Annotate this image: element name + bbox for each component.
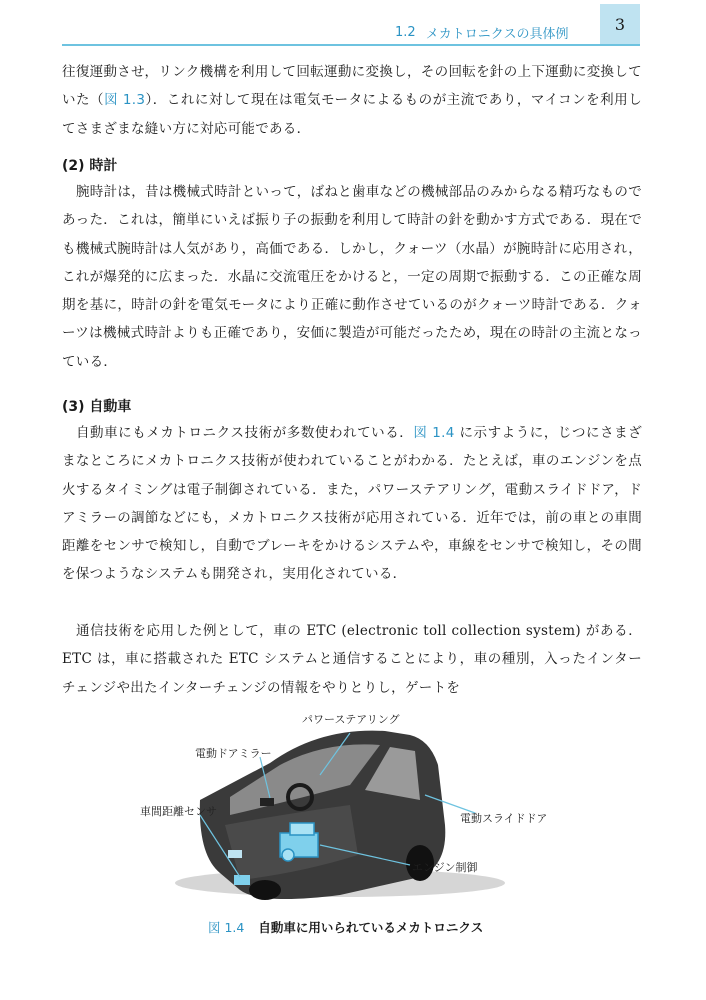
label-engine-control: エンジン制御 xyxy=(412,861,478,874)
label-power-steering: パワーステアリング xyxy=(302,713,400,726)
section-number: 1.2 xyxy=(395,24,416,40)
caption-text: 自動車に用いられているメカトロニクス xyxy=(258,920,484,935)
section-title: メカトロニクスの具体例 xyxy=(425,26,569,42)
figure-ref-1-3[interactable]: 図 1.3 xyxy=(104,92,146,109)
caption-figure-number: 図 1.4 xyxy=(208,920,245,935)
page-number: 3 xyxy=(600,4,640,44)
headlight-icon xyxy=(228,850,242,858)
label-door-mirror: 電動ドアミラー xyxy=(195,747,272,760)
watch-paragraph: 腕時計は，昔は機械式時計といって，ばねと歯車などの機械部品のみからなる精巧なものであった．これは，簡単にいえば振り子の振動を利用して時計の針を動かす方式である．現在でも機械式腕時計は人気があり，高価である．しかし，クォーツ（水晶）が腕時計に応用され，これが爆発的に広まった．水晶に交流電圧をかけると，一定の周期で振動する．この正確な周期を基に，時計の針を電気モータにより正確に動作させているのがクォーツ時計である．クォーツは機械式時計よりも正確であり，安価に製造が可能だったため，現在の時計の主流となっている． xyxy=(62,184,642,370)
header-rule xyxy=(62,44,640,46)
car-paragraph-1 xyxy=(62,419,642,589)
car-text-2: に示すように，じつにさまざまなところにメカトロニクス技術が使われていることがわかる．たとえば，車のエンジンを点火するタイミングは電子制御されている．また，パワーステアリング，電動スライドドア，ドアミラーの調節などにも，メカトロニクス技術が応用されている．近年では，前の車との車間距離をセンサで検知し，自動でブレーキをかけるシステムや，車線をセンサで検知し，その間を保つようなシステムも開発され，実用化されている． xyxy=(62,425,643,583)
distance-sensor-icon xyxy=(234,875,250,885)
figure-caption xyxy=(208,918,528,936)
intro-text-1: 往復運動させ，リンク機構を利用して回転運動に変換し，その回転を針の上下運動に変換していた（ xyxy=(62,64,642,109)
running-head xyxy=(395,20,595,44)
door-mirror-icon xyxy=(260,798,274,806)
wheel-icon xyxy=(249,880,281,900)
intro-paragraph xyxy=(62,58,642,143)
intro-text-2: ）．これに対して現在は電気モータによるものが主流であり，マイコンを利用してさまざまな縫い方に対応可能である． xyxy=(62,92,643,137)
car-paragraph-2: 通信技術を応用した例として，車の ETC (electronic toll collection system) がある．ETC は，車に搭載された ETC システムと通信することにより，車の種別，入ったインターチェンジや出たインターチェンジの情報をやりとりし，ゲートを xyxy=(62,623,642,696)
figure-car xyxy=(120,705,600,910)
label-slide-door: 電動スライドドア xyxy=(460,812,548,825)
heading-watch: (2) 時計 xyxy=(62,158,118,174)
car-text-1: 自動車にもメカトロニクス技術が多数使われている． xyxy=(76,425,414,441)
heading-car: (3) 自動車 xyxy=(62,399,132,415)
figure-ref-1-4[interactable]: 図 1.4 xyxy=(413,425,455,441)
label-distance-sensor: 車間距離センサ xyxy=(140,805,217,818)
